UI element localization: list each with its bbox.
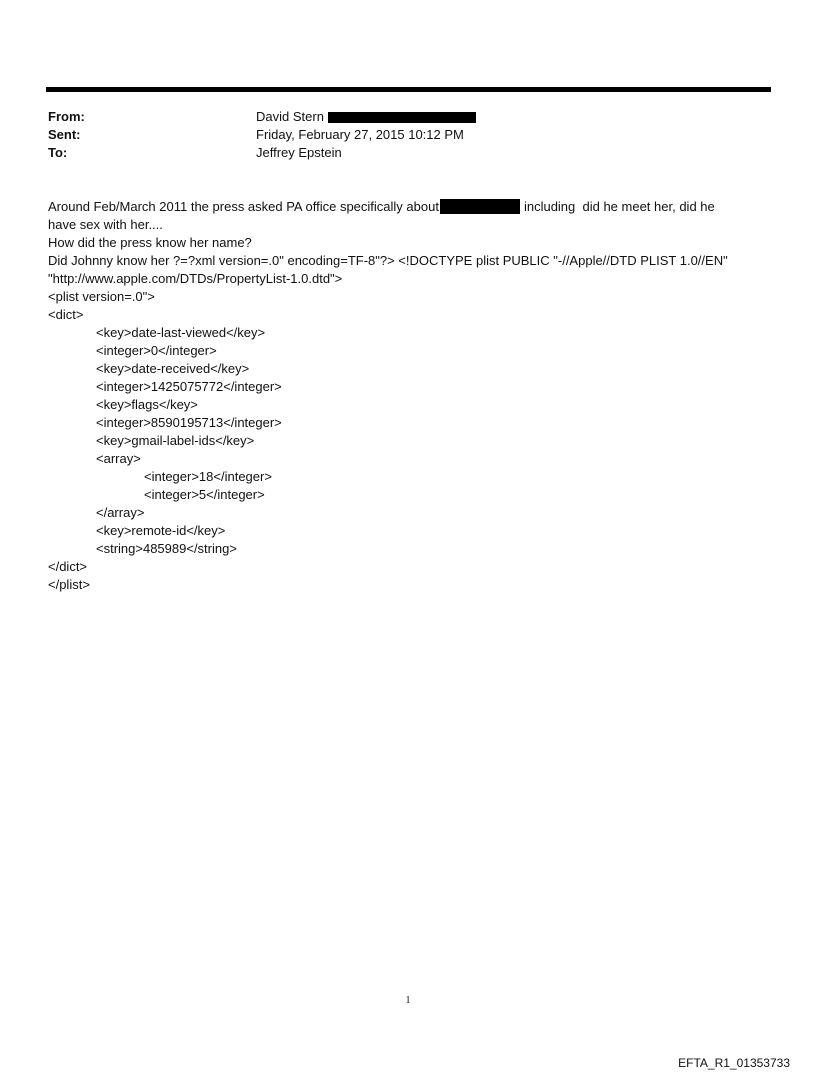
plist-line: <integer>1425075772</integer> — [96, 379, 282, 394]
body-text-before-redaction: Around Feb/March 2011 the press asked PA office specifically about — [48, 199, 439, 214]
body-line: have sex with her.... — [48, 217, 163, 232]
plist-line: </plist> — [48, 577, 90, 592]
plist-line: <integer>5</integer> — [144, 487, 265, 502]
plist-line: <key>date-last-viewed</key> — [96, 325, 266, 340]
from-row — [48, 108, 768, 126]
redaction-box — [440, 199, 520, 214]
email-body — [48, 198, 768, 594]
document-id: EFTA_R1_01353733 — [678, 1056, 790, 1070]
body-line — [48, 198, 768, 216]
plist-line: </array> — [96, 505, 145, 520]
from-name: David Stern — [256, 109, 324, 124]
page-number: 1 — [405, 995, 411, 1006]
to-row — [48, 144, 768, 162]
body-line: "http://www.apple.com/DTDs/PropertyList-1.0.dtd"> — [48, 271, 343, 286]
from-value — [256, 108, 768, 126]
body-text-after-redaction: including did he meet her, did he — [523, 199, 715, 214]
plist-line: <dict> — [48, 307, 84, 322]
redaction-box — [328, 112, 476, 123]
header-rule — [46, 87, 771, 92]
plist-line: </dict> — [48, 559, 88, 574]
from-label: From: — [48, 109, 85, 124]
sent-value: Friday, February 27, 2015 10:12 PM — [256, 127, 464, 142]
to-label: To: — [48, 145, 68, 160]
to-value: Jeffrey Epstein — [256, 145, 342, 160]
plist-line: <integer>18</integer> — [144, 469, 272, 484]
plist-line: <integer>8590195713</integer> — [96, 415, 282, 430]
sent-row — [48, 126, 768, 144]
plist-line: <array> — [96, 451, 141, 466]
plist-line: <key>flags</key> — [96, 397, 198, 412]
plist-line: <integer>0</integer> — [96, 343, 217, 358]
body-line: Did Johnny know her ?=?xml version=.0" encoding=TF-8"?> <!DOCTYPE plist PUBLIC "-//Apple//DTD PLIST 1.0//EN" — [48, 253, 728, 268]
body-line: How did the press know her name? — [48, 235, 252, 250]
plist-line: <key>date-received</key> — [96, 361, 250, 376]
sent-label: Sent: — [48, 127, 81, 142]
plist-line: <string>485989</string> — [96, 541, 237, 556]
email-header — [48, 108, 768, 162]
plist-line: <plist version=.0"> — [48, 289, 155, 304]
plist-line: <key>gmail-label-ids</key> — [96, 433, 255, 448]
plist-line: <key>remote-id</key> — [96, 523, 226, 538]
